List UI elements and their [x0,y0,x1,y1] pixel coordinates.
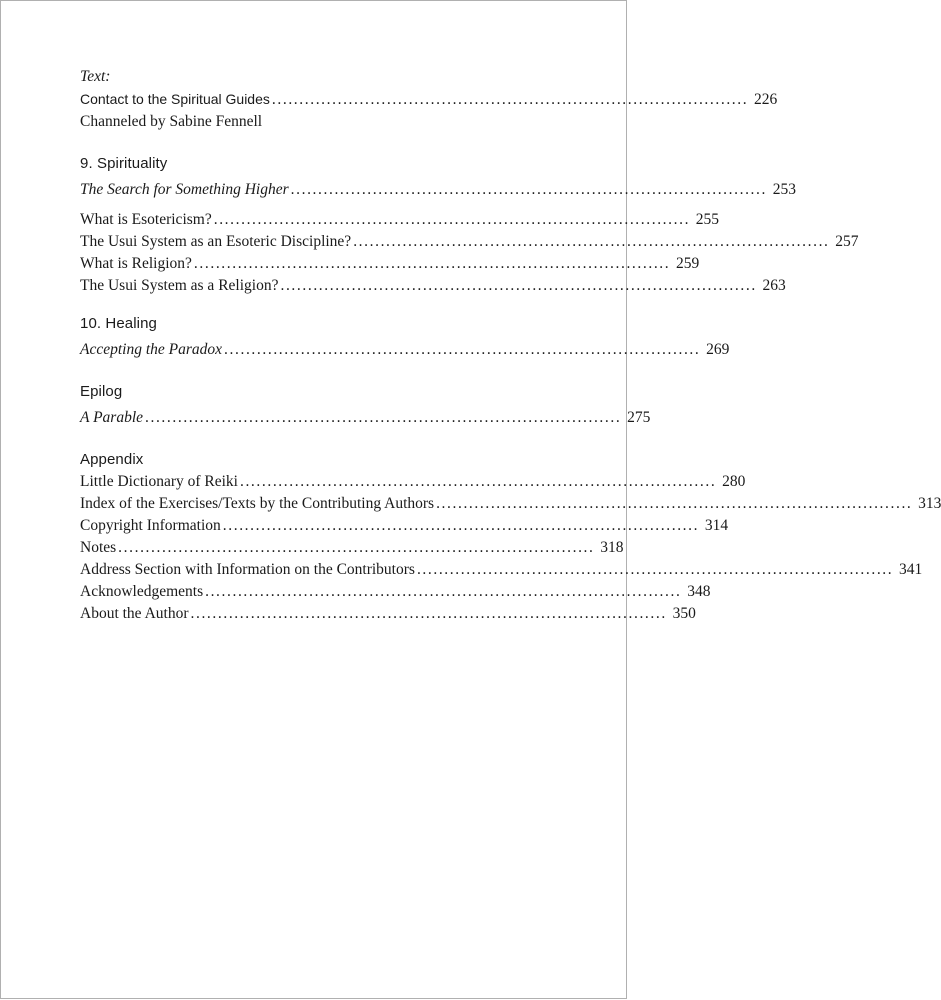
toc-entry[interactable] [80,603,696,625]
section-heading-appendix: Appendix [80,451,144,468]
toc-entry-page: 348 [687,583,711,600]
dot-leader: ....................................................................................... [193,255,671,272]
toc-entry-page: 253 [772,181,796,198]
dot-leader: ....................................................................................... [205,583,682,600]
toc-entry-title: Copyright Information [80,517,221,534]
toc-entry[interactable] [80,515,729,537]
dot-leader: ....................................................................................... [239,473,717,490]
toc-entry[interactable] [80,493,941,515]
toc-entry-page: 350 [672,605,696,622]
toc-entry-title: What is Esotericism? [80,211,212,228]
toc-entry[interactable] [80,581,711,603]
toc-entry-title: Notes [80,539,117,556]
dot-leader: ....................................................................................... [416,561,894,578]
dot-leader: ....................................................................................... [224,341,701,358]
toc-entry[interactable] [80,253,700,275]
toc-entry-accepting-the-paradox[interactable] [80,339,730,361]
toc-entry-page: 314 [704,517,729,534]
toc-entry-page: 263 [762,277,786,294]
toc-entry-page: 255 [695,211,720,228]
toc-entry-title: What is Religion? [80,255,192,272]
dot-leader: ....................................................................................... [280,277,757,294]
toc-entry-title: Acknowledgements [80,583,204,600]
toc-entry-page: 259 [676,255,700,272]
toc-entry-title: Index of the Exercises/Texts by the Contributing Authors [80,495,435,512]
dot-leader: ....................................................................................... [353,233,830,250]
toc-entry-page: 313 [918,495,941,512]
toc-entry[interactable] [80,559,923,581]
toc-entry-page: 269 [706,341,730,358]
section-heading-spirituality: 9. Spirituality [80,155,168,172]
toc-entry-title: Contact to the Spiritual Guides [80,91,270,107]
toc-entry[interactable] [80,231,859,253]
toc-entry[interactable] [80,209,720,231]
toc-entry-title: A Parable [80,409,143,426]
toc-entry-title: Accepting the Paradox [80,341,223,358]
toc-entry-title: About the Author [80,605,189,622]
dot-leader: ....................................................................................... [145,409,622,426]
toc-entry-a-parable[interactable] [80,407,651,429]
dot-leader: ....................................................................................... [290,181,767,198]
toc-entry[interactable] [80,537,624,559]
dot-leader: ....................................................................................... [118,539,595,556]
toc-entry-title: The Search for Something Higher [80,181,289,198]
dot-leader: ....................................................................................... [222,517,700,534]
toc-entry-title: Address Section with Information on the Contributors [80,561,415,578]
toc-entry-title: The Usui System as a Religion? [80,277,279,294]
section-heading-healing: 10. Healing [80,315,157,332]
text-label: Text: [80,68,111,85]
toc-entry-page: 226 [753,91,778,108]
dot-leader: ....................................................................................... [436,495,913,512]
toc-entry[interactable] [80,275,786,297]
toc-entry-page: 280 [722,473,746,490]
toc-entry[interactable] [80,471,746,493]
table-of-contents [80,66,941,625]
toc-entry-title: Little Dictionary of Reiki [80,473,238,490]
dot-leader: ....................................................................................... [190,605,667,622]
dot-leader: ....................................................................................... [271,91,749,108]
section-heading-epilog: Epilog [80,383,123,400]
channeled-by-note: Channeled by Sabine Fennell [80,113,263,130]
toc-entry-page: 257 [835,233,859,250]
toc-entry-title: The Usui System as an Esoteric Discipline? [80,233,352,250]
toc-entry-contact-spiritual-guides[interactable] [80,88,778,111]
toc-entry-search-for-something-higher[interactable] [80,179,796,201]
toc-entry-page: 318 [600,539,624,556]
dot-leader: ....................................................................................... [213,211,691,228]
toc-entry-page: 275 [627,409,651,426]
toc-entry-page: 341 [899,561,923,578]
